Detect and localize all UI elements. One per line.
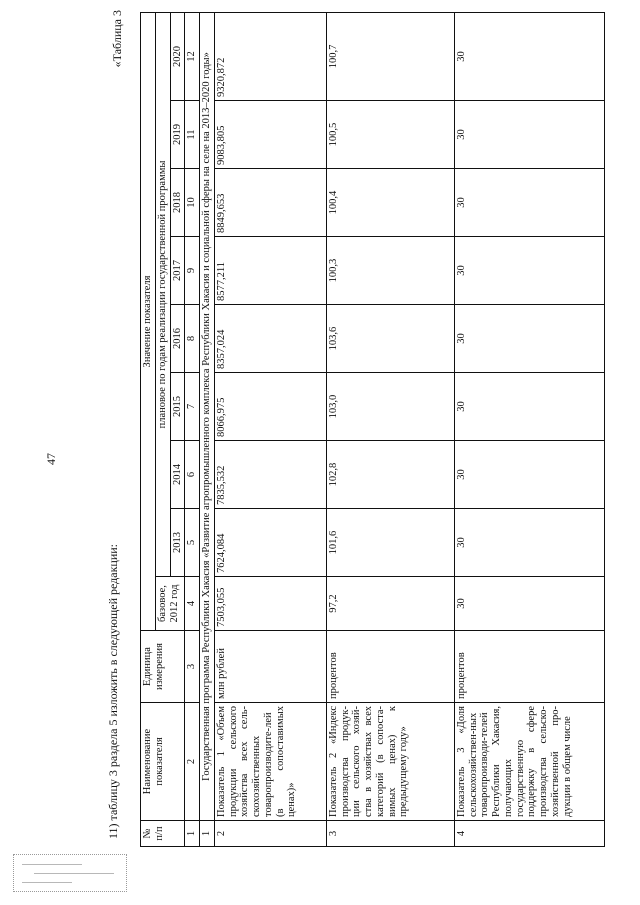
column-number: 9: [185, 237, 200, 305]
indicator-name: Показатель 1 «Объем продукции сельского хозяйства всех сель-скохозяйственных товаропроизводите-лей (в сопоставимых ценах)»: [214, 703, 326, 821]
base-value: 7503,055: [214, 577, 326, 631]
section-row: [200, 12, 215, 846]
row-num: 4: [454, 821, 604, 847]
value-cell: 30: [454, 441, 604, 509]
value-cell: 30: [454, 169, 604, 237]
value-cell: 8577,211: [214, 237, 326, 305]
value-cell: 8357,024: [214, 305, 326, 373]
unit-cell: процентов: [326, 631, 454, 703]
year-header: 2014: [170, 441, 185, 509]
value-cell: 7835,532: [214, 441, 326, 509]
header-value: Значение показателя: [141, 12, 156, 630]
unit-cell: млн рублей: [214, 631, 326, 703]
indicator-table: [140, 12, 605, 847]
column-number: 7: [185, 373, 200, 441]
header-base: базовое, 2012 год: [155, 577, 185, 631]
value-cell: 100,5: [326, 101, 454, 169]
value-cell: 8849,653: [214, 169, 326, 237]
value-cell: 30: [454, 373, 604, 441]
year-header: 2019: [170, 101, 185, 169]
value-cell: 100,7: [326, 12, 454, 100]
base-value: 30: [454, 577, 604, 631]
header-unit: Единица измерения: [141, 631, 185, 703]
table-label: «Таблица 3: [110, 10, 124, 68]
column-number: 3: [185, 631, 200, 703]
value-cell: 100,3: [326, 237, 454, 305]
value-cell: 9320,872: [214, 12, 326, 100]
unit-cell: процентов: [454, 631, 604, 703]
column-number: 5: [185, 509, 200, 577]
value-cell: 30: [454, 101, 604, 169]
year-header: 2018: [170, 169, 185, 237]
value-cell: 103,6: [326, 305, 454, 373]
section-title: Государственная программа Республики Хакасия «Развитие агропромышленного комплекса Республики Хакасия и социальной сферы на селе на 2013–2020 годы»: [200, 12, 215, 820]
year-header: 2013: [170, 509, 185, 577]
value-cell: 30: [454, 237, 604, 305]
row-num: 2: [214, 821, 326, 847]
intro-text: 11) таблицу 3 раздела 5 изложить в следующей редакции:: [106, 543, 120, 839]
header-name: Наименование показателя: [141, 703, 185, 821]
page-number: 47: [44, 453, 58, 465]
column-numbers-row: [185, 12, 200, 846]
value-cell: 30: [454, 509, 604, 577]
value-cell: 30: [454, 12, 604, 100]
column-number: 1: [185, 821, 200, 847]
table-row: [326, 12, 454, 846]
year-header: 2015: [170, 373, 185, 441]
header-planned: плановое по годам реализации государственной программы: [155, 12, 170, 576]
value-cell: 102,8: [326, 441, 454, 509]
column-number: 2: [185, 703, 200, 821]
column-number: 10: [185, 169, 200, 237]
value-cell: 30: [454, 305, 604, 373]
column-number: 6: [185, 441, 200, 509]
value-cell: 103,0: [326, 373, 454, 441]
year-header: 2017: [170, 237, 185, 305]
header-num: № п/п: [141, 821, 185, 847]
year-header: 2016: [170, 305, 185, 373]
column-number: 8: [185, 305, 200, 373]
column-number: 11: [185, 101, 200, 169]
value-cell: 100,4: [326, 169, 454, 237]
indicator-name: Показатель 3 «Доля сельскохозяйствен-ных товаропроизводи-телей Республики Хакасия, получающих государственную поддержку в сфере производства сельско-хозяйственной про-дукции в общем числе: [454, 703, 604, 821]
header-row-1: [141, 12, 156, 846]
column-number: 4: [185, 577, 200, 631]
table-row: [214, 12, 326, 846]
section-num: 1: [200, 821, 215, 847]
indicator-name: Показатель 2 «Индекс производства продук-ции сельского хозяй-ства в хозяйствах всех категорий (в сопоста-вимых ценах) к предыдущему году»: [326, 703, 454, 821]
column-number: 12: [185, 12, 200, 100]
row-num: 3: [326, 821, 454, 847]
value-cell: 7624,084: [214, 509, 326, 577]
year-header: 2020: [170, 12, 185, 100]
value-cell: 9083,805: [214, 101, 326, 169]
table-row: [454, 12, 604, 846]
base-value: 97,2: [326, 577, 454, 631]
value-cell: 101,6: [326, 509, 454, 577]
value-cell: 8066,975: [214, 373, 326, 441]
